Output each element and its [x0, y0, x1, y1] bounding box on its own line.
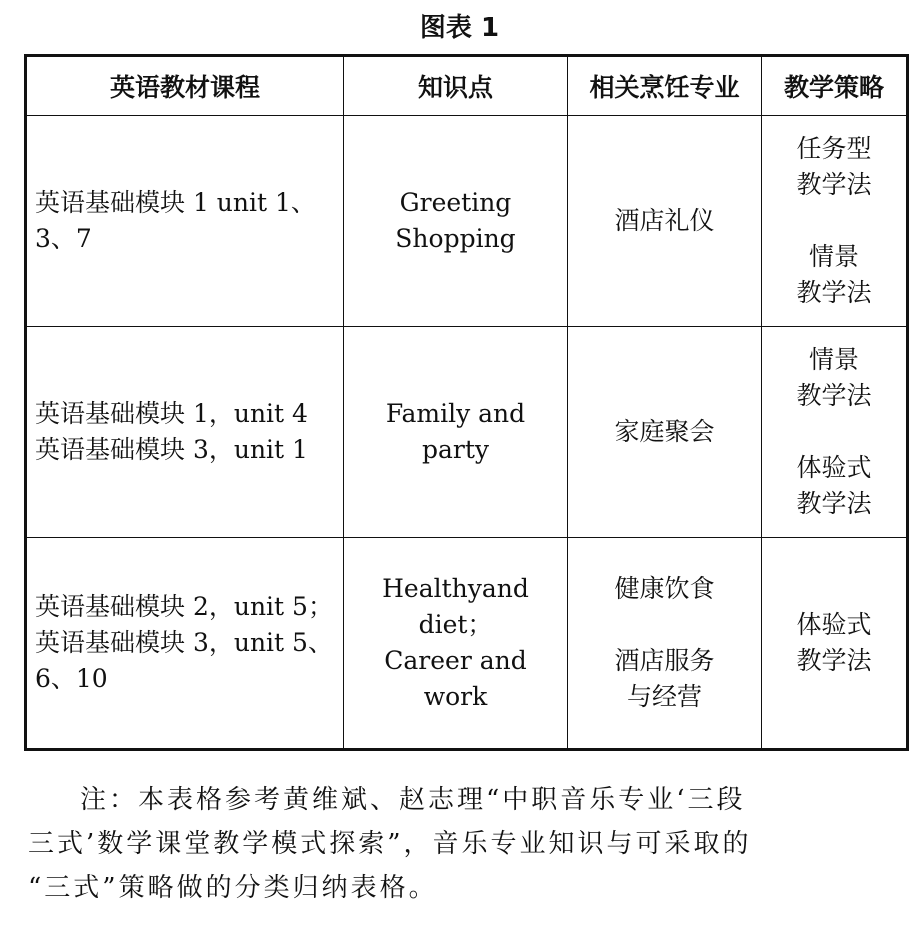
- knowledge-line: Shopping: [395, 224, 516, 253]
- major-cell: [568, 116, 762, 327]
- table-note: [28, 778, 898, 910]
- course-line: 英语基础模块 1，unit 4: [35, 399, 308, 428]
- course-line: 英语基础模块 1 unit 1、: [35, 188, 316, 217]
- header-strategy: 教学策略: [762, 56, 908, 116]
- strategy-line: 体验式: [796, 610, 872, 639]
- curriculum-table: [24, 54, 909, 751]
- strategy-line: 体验式: [796, 453, 872, 482]
- strategy-cell: [762, 538, 908, 750]
- knowledge-line: Family and party: [385, 399, 526, 464]
- strategy-cell: [762, 327, 908, 538]
- strategy-line: 情景: [808, 345, 859, 374]
- course-cell: [26, 116, 344, 327]
- major-line: 酒店礼仪: [614, 206, 715, 235]
- header-knowledge: 知识点: [344, 56, 568, 116]
- strategy-line: 教学法: [796, 170, 872, 199]
- major-line: 健康饮食: [614, 574, 715, 603]
- major-cell: [568, 538, 762, 750]
- course-cell: [26, 538, 344, 750]
- major-line: 家庭聚会: [614, 417, 715, 446]
- knowledge-line: Career and work: [384, 646, 527, 711]
- header-major: 相关烹饪专业: [568, 56, 762, 116]
- note-line: 三式’数学课堂教学模式探索”，音乐专业知识与可采取的: [28, 829, 752, 859]
- strategy-cell: [762, 116, 908, 327]
- table-row: [26, 327, 908, 538]
- major-line: 酒店服务: [614, 646, 715, 675]
- knowledge-cell: [344, 116, 568, 327]
- table-row: [26, 116, 908, 327]
- strategy-line: 教学法: [796, 381, 872, 410]
- strategy-line: 教学法: [796, 278, 872, 307]
- major-line: 与经营: [626, 682, 702, 711]
- header-course: 英语教材课程: [26, 56, 344, 116]
- note-line: “三式”策略做的分类归纳表格。: [28, 873, 438, 903]
- course-line: 3、7: [35, 224, 92, 253]
- note-line: 注：本表格参考黄维斌、赵志理“中职音乐专业‘三段: [80, 785, 746, 815]
- strategy-line: 教学法: [796, 489, 872, 518]
- strategy-line: 任务型: [796, 134, 872, 163]
- course-line: 6、10: [35, 664, 108, 693]
- strategy-line: 教学法: [796, 646, 872, 675]
- course-line: 英语基础模块 3，unit 1: [35, 435, 308, 464]
- major-cell: [568, 327, 762, 538]
- course-line: 英语基础模块 3，unit 5、: [35, 628, 333, 657]
- course-cell: [26, 327, 344, 538]
- knowledge-line: Greeting: [399, 188, 512, 217]
- knowledge-line: Healthyand diet；: [382, 574, 529, 639]
- strategy-line: 情景: [808, 242, 859, 271]
- knowledge-cell: [344, 327, 568, 538]
- figure-title: 图表 1: [419, 13, 500, 43]
- table-header-row: [26, 56, 908, 116]
- course-line: 英语基础模块 2，unit 5；: [35, 592, 333, 621]
- knowledge-cell: [344, 538, 568, 750]
- table-row: [26, 538, 908, 750]
